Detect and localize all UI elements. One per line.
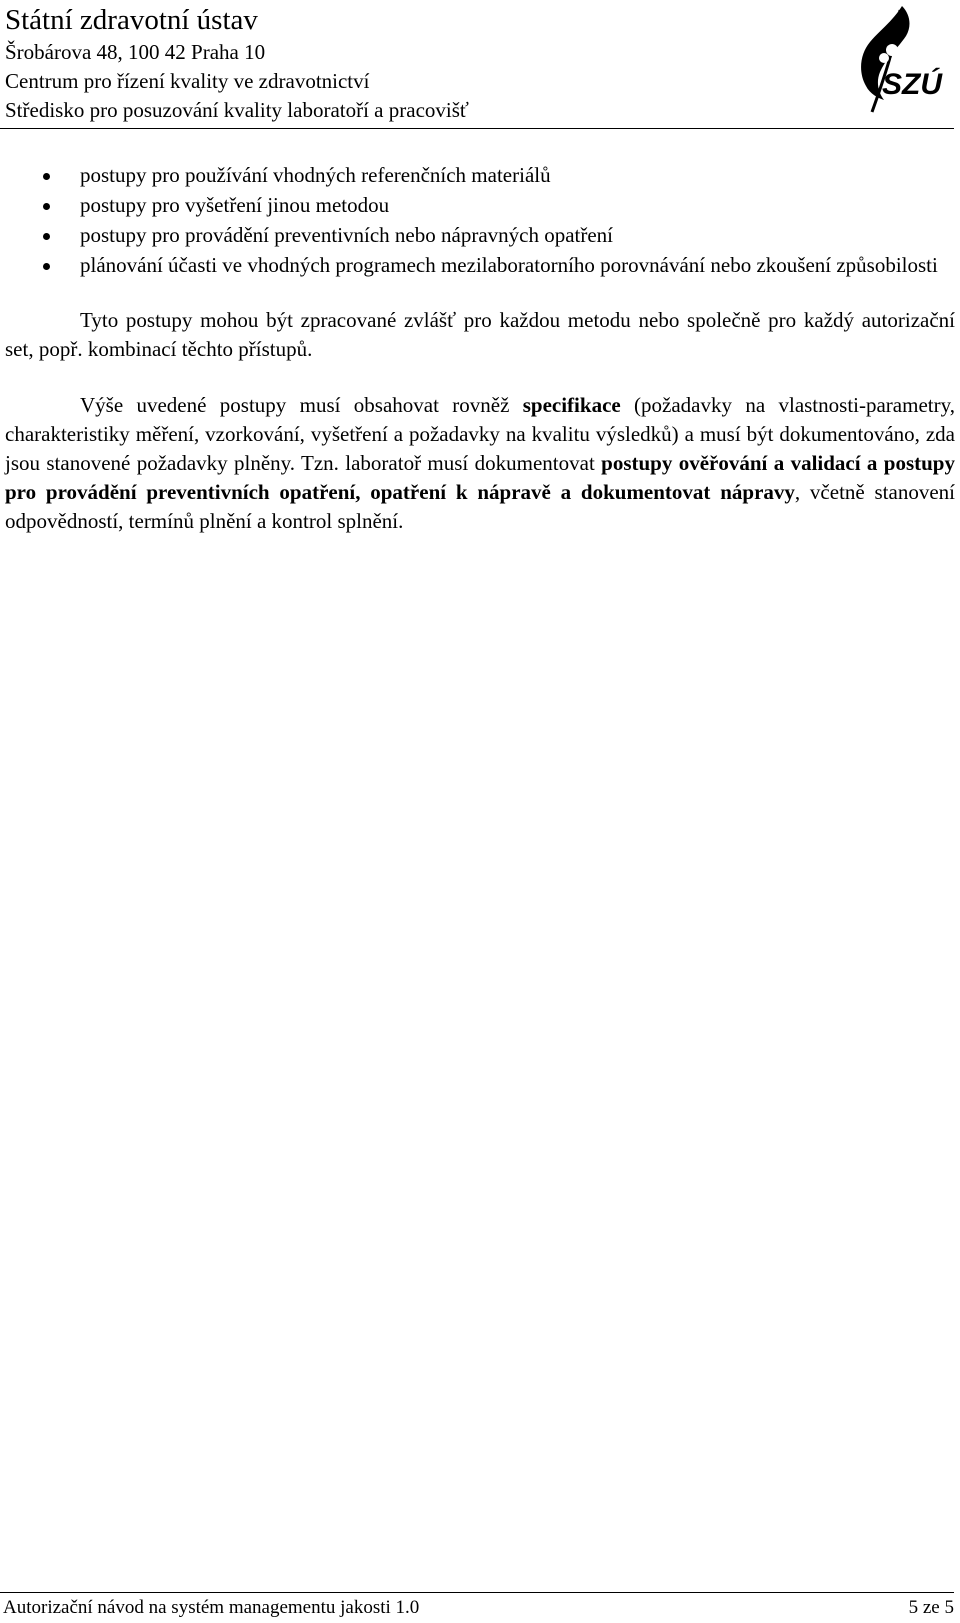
text-run: (požadavky na vlastnosti-parametry, charakteristiky měření, vzorkování, vyšetření a požadavky na kvalitu výsledků) a musí být dokumentováno, zda jsou stanovené požadavky plněny. Tzn. laboratoř musí dokumentovat — [5, 393, 955, 475]
institution-address: Šrobárova 48, 100 42 Praha 10 — [5, 40, 266, 64]
text-run: , včetně stanovení odpovědností, termínů plnění a kontrol splnění. — [5, 480, 955, 533]
centre-name: Centrum pro řízení kvality ve zdravotnictví — [5, 69, 370, 93]
logo-text: SZÚ — [882, 68, 942, 101]
text-run: Výše uvedené postupy musí obsahovat rovněž — [80, 393, 523, 417]
institution-name: Státní zdravotní ústav — [5, 4, 258, 36]
list-item: postupy pro používání vhodných referenčních materiálů — [5, 160, 955, 190]
unit-name: Středisko pro posuzování kvality laboratoří a pracovišť — [5, 98, 469, 122]
page-footer — [0, 1592, 954, 1623]
page-header — [0, 0, 954, 129]
paragraph-requirements — [5, 391, 955, 536]
header-text — [5, 2, 469, 125]
page-number: 5 ze 5 — [908, 1597, 954, 1618]
bold-text: postupy ověřování a validací a postupy pro provádění preventivních opatření, opatření k nápravě a dokumentovat nápravy — [5, 451, 955, 504]
document-title: Autorizační návod na systém managementu jakosti 1.0 — [3, 1597, 420, 1618]
procedure-list — [5, 160, 955, 280]
list-item: postupy pro vyšetření jinou metodou — [5, 190, 955, 220]
paragraph-approaches: Tyto postupy mohou být zpracované zvlášť pro každou metodu nebo společně pro každý autorizační set, popř. kombinací těchto přístupů. — [5, 308, 955, 361]
list-item: plánování účasti ve vhodných programech mezilaboratorního porovnávání nebo zkoušení způsobilosti — [5, 250, 955, 280]
document-body — [5, 160, 955, 536]
bold-text: specifikace — [522, 393, 621, 417]
list-item: postupy pro provádění preventivních nebo nápravných opatření — [5, 220, 955, 250]
szu-logo — [840, 2, 956, 124]
